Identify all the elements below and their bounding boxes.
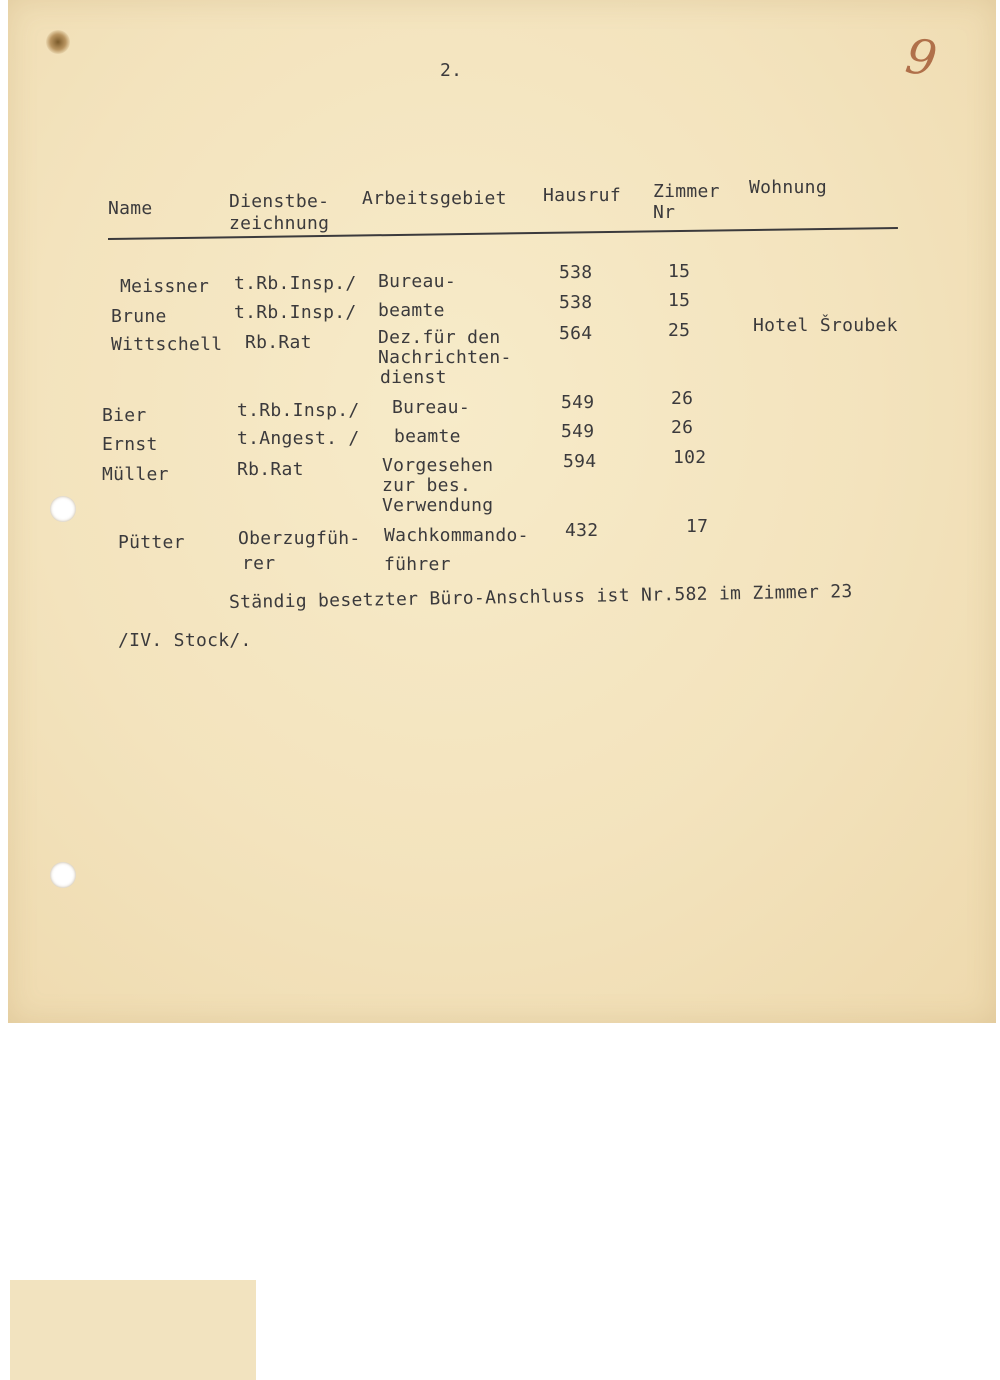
cell-name: Ernst <box>102 434 158 455</box>
cell-name: Meissner <box>120 276 210 297</box>
punch-hole <box>50 496 76 522</box>
cell-name: Brune <box>111 306 167 327</box>
cell-arbeitsgebiet-line1: Vorgesehen <box>382 455 494 476</box>
cell-dienst: t.Angest. / <box>237 428 360 449</box>
header-wohnung: Wohnung <box>749 177 827 198</box>
footer-note-line2: /IV. Stock/. <box>118 630 252 651</box>
cell-arbeitsgebiet-line3: Verwendung <box>382 495 494 516</box>
header-arbeitsgebiet: Arbeitsgebiet <box>362 188 507 209</box>
paper-scrap <box>10 1280 256 1380</box>
punch-hole <box>50 862 76 888</box>
cell-zimmer: 17 <box>686 516 709 537</box>
header-dienst-line1: Dienstbe- <box>229 191 330 212</box>
header-zimmer-line2: Nr <box>653 202 676 223</box>
cell-arbeitsgebiet: beamte <box>394 426 461 447</box>
header-zimmer-line1: Zimmer <box>653 181 720 202</box>
cell-zimmer: 26 <box>671 388 694 409</box>
cell-arbeitsgebiet: Bureau- <box>392 397 470 418</box>
cell-arbeitsgebiet-line2: führer <box>384 554 451 575</box>
cell-dienst-line2: rer <box>242 553 276 574</box>
cell-name: Wittschell <box>111 334 223 355</box>
staple-mark <box>46 30 70 54</box>
cell-arbeitsgebiet: Bureau- <box>378 271 456 292</box>
cell-dienst: t.Rb.Insp./ <box>234 273 357 294</box>
cell-hausruf: 538 <box>559 292 593 313</box>
document-page <box>8 0 996 1023</box>
cell-arbeitsgebiet-line2: Nachrichten- <box>378 347 512 368</box>
header-hausruf: Hausruf <box>543 185 621 206</box>
page-number: 2. <box>440 60 463 81</box>
cell-hausruf: 432 <box>565 520 599 541</box>
header-dienst-line2: zeichnung <box>229 213 330 234</box>
cell-hausruf: 564 <box>559 323 593 344</box>
cell-arbeitsgebiet-line1: Wachkommando- <box>384 525 529 546</box>
cell-dienst: Rb.Rat <box>245 332 312 353</box>
cell-zimmer: 26 <box>671 417 694 438</box>
cell-arbeitsgebiet-line1: Dez.für den <box>378 327 501 348</box>
cell-zimmer: 102 <box>673 447 707 468</box>
cell-dienst: Rb.Rat <box>237 459 304 480</box>
cell-name: Müller <box>102 464 169 485</box>
cell-wohnung: Hotel Šroubek <box>753 315 898 336</box>
cell-arbeitsgebiet-line3: dienst <box>380 367 447 388</box>
cell-name: Pütter <box>118 532 185 553</box>
cell-name: Bier <box>102 405 147 426</box>
handwritten-folio-number: 9 <box>902 28 941 88</box>
cell-zimmer: 15 <box>668 290 691 311</box>
header-name: Name <box>108 198 153 219</box>
cell-hausruf: 549 <box>561 421 595 442</box>
cell-zimmer: 15 <box>668 261 691 282</box>
cell-hausruf: 594 <box>563 451 597 472</box>
cell-arbeitsgebiet: beamte <box>378 300 445 321</box>
cell-zimmer: 25 <box>668 320 691 341</box>
cell-arbeitsgebiet-line2: zur bes. <box>382 475 472 496</box>
footer-note-line1: Ständig besetzter Büro-Anschluss ist Nr.582 im Zimmer 23 <box>228 581 853 613</box>
cell-hausruf: 538 <box>559 262 593 283</box>
cell-hausruf: 549 <box>561 392 595 413</box>
cell-dienst: t.Rb.Insp./ <box>237 400 360 421</box>
cell-dienst: t.Rb.Insp./ <box>234 302 357 323</box>
cell-dienst-line1: Oberzugfüh- <box>238 528 361 549</box>
